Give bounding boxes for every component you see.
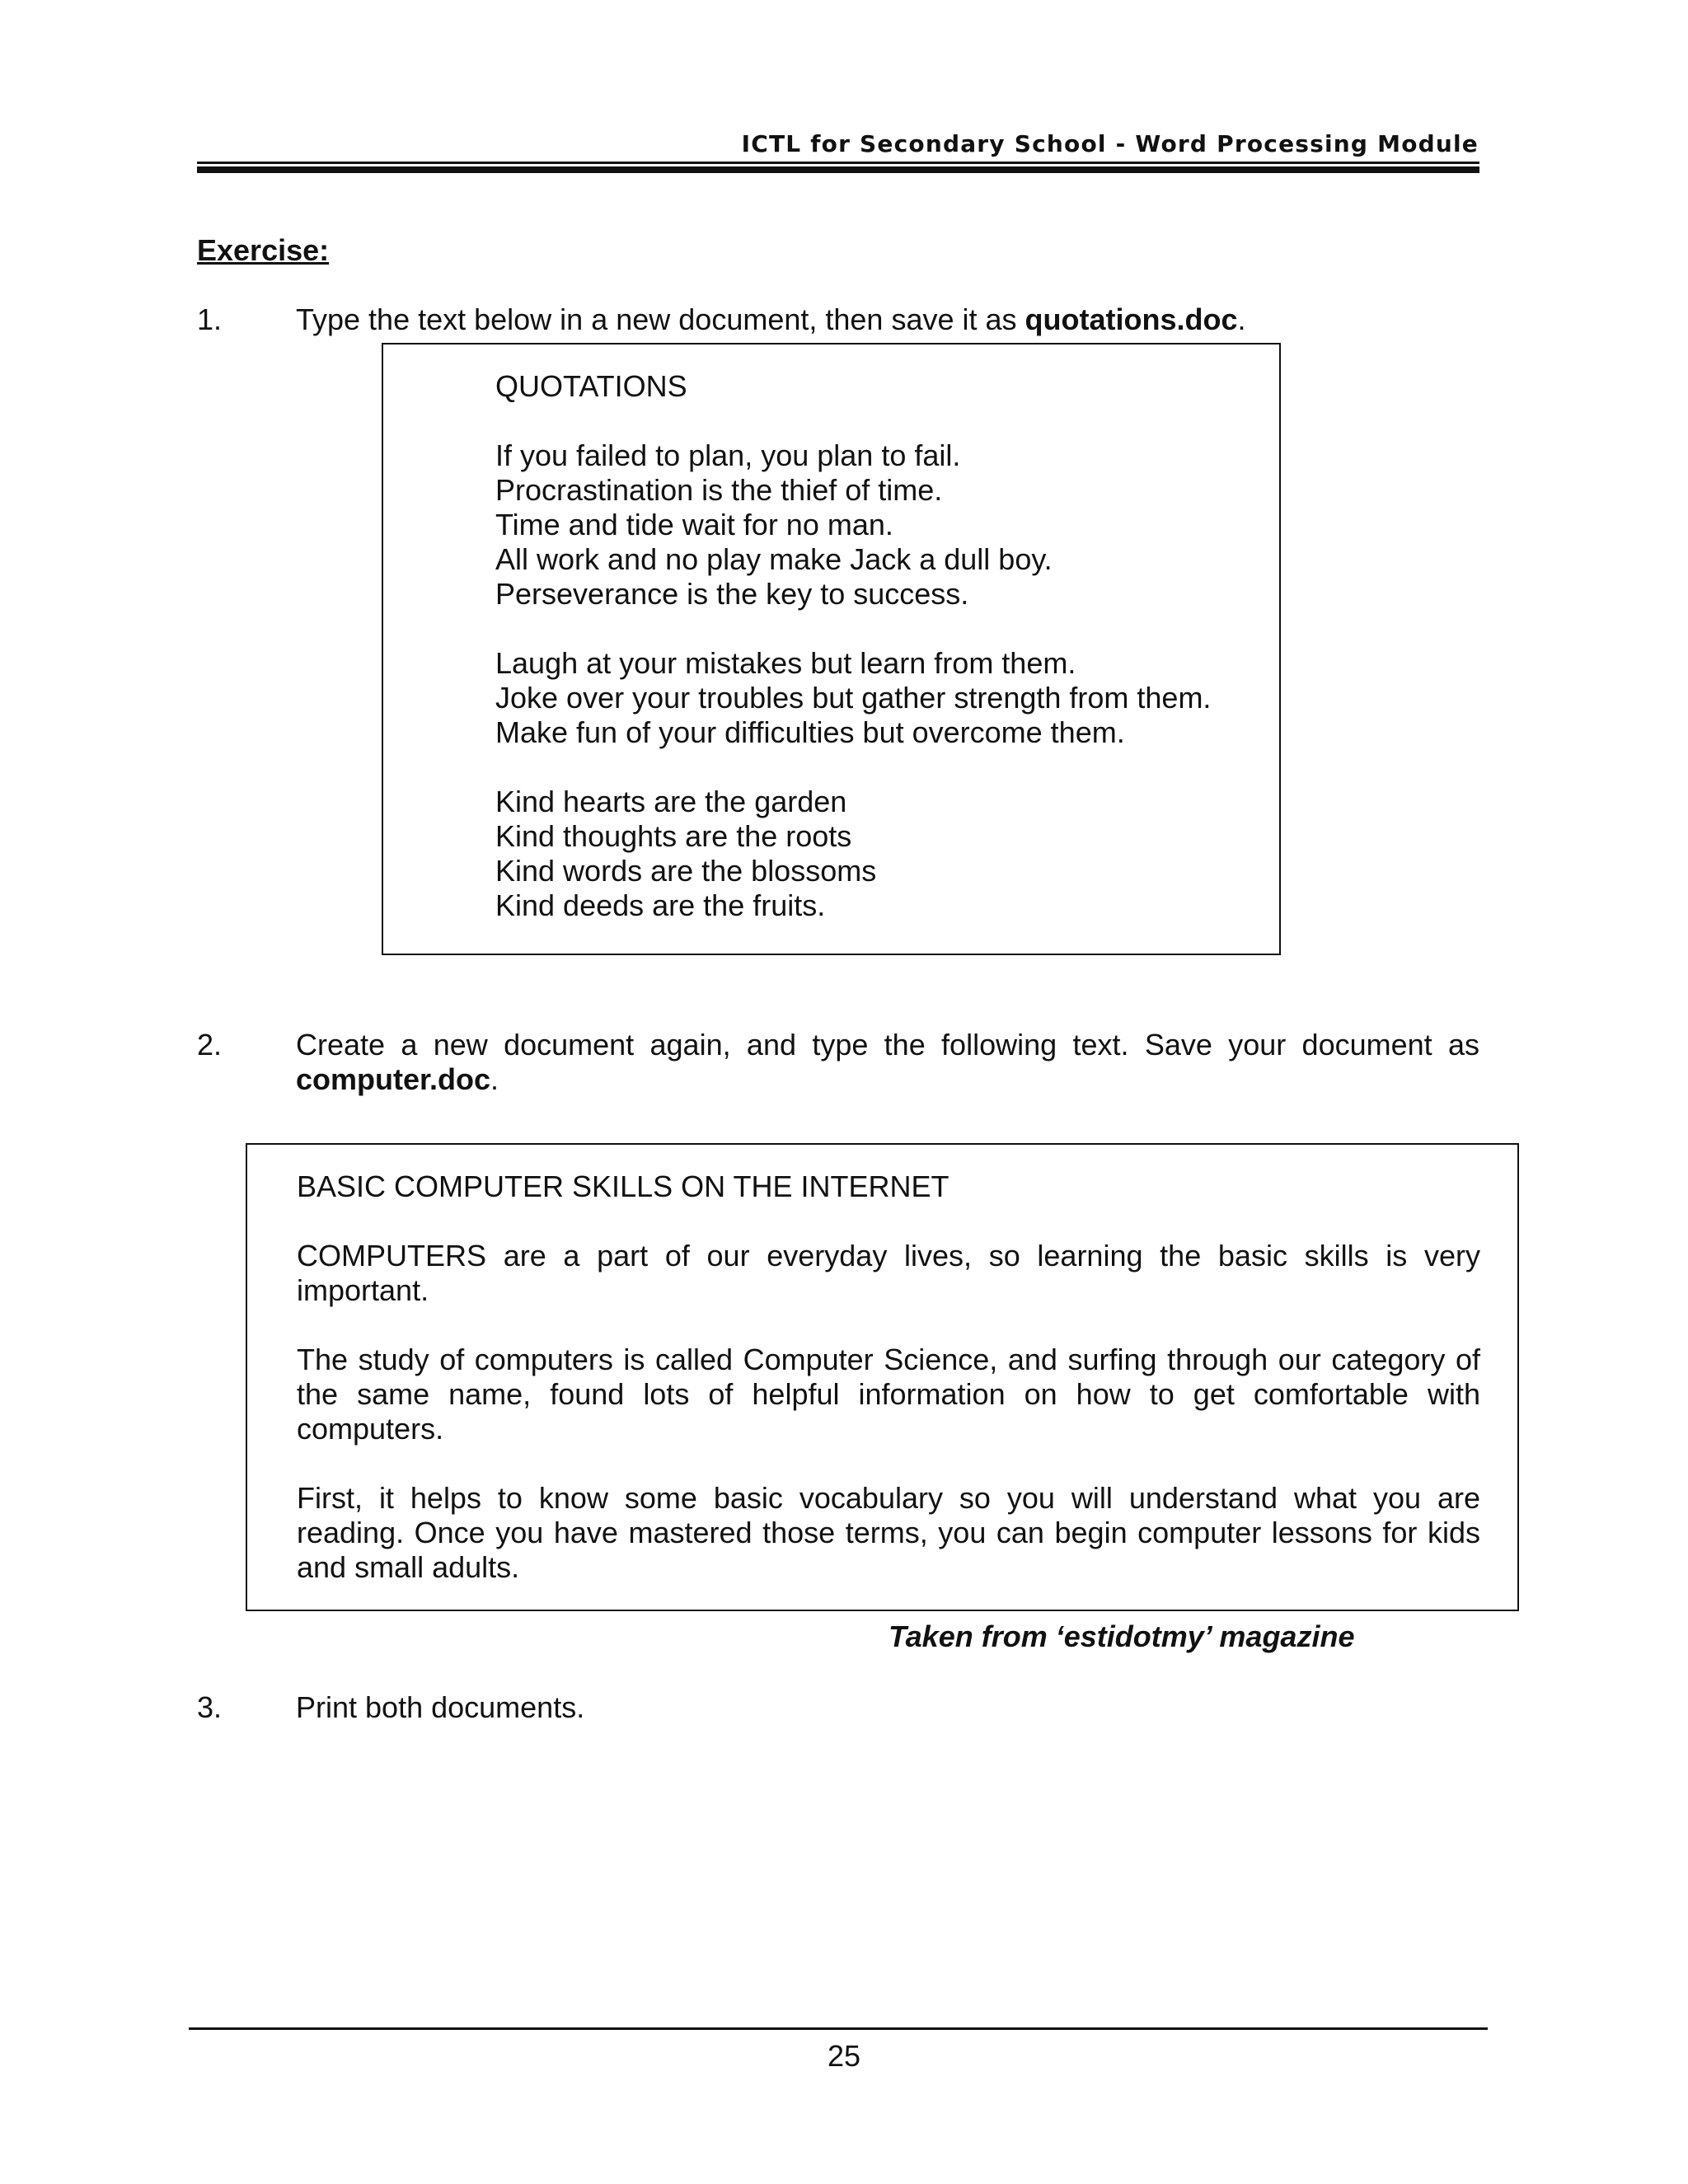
quote-line: Joke over your troubles but gather strength from them. — [495, 681, 1212, 715]
quote-line: All work and no play make Jack a dull boy. — [495, 542, 1053, 576]
item-2-text: Create a new document again, and type the following text. Save your document as — [296, 1028, 1479, 1062]
header-rule-thin — [197, 162, 1479, 164]
article-paragraph: First, it helps to know some basic vocabulary so you will understand what you are reading. Once you have mastered those terms, you can begin computer lessons for kids and small adults. — [297, 1481, 1480, 1584]
quotations-box — [382, 343, 1281, 955]
quote-group-2 — [495, 646, 1211, 750]
item-2-number: 2. — [197, 1028, 223, 1062]
quote-group-3 — [495, 785, 1211, 923]
quote-line: Laugh at your mistakes but learn from them. — [495, 646, 1076, 680]
quote-line: Kind deeds are the fruits. — [495, 888, 826, 922]
item-3-instruction: Print both documents. — [296, 1690, 585, 1724]
quote-line: Kind words are the blossoms — [495, 854, 877, 888]
quote-line: Time and tide wait for no man. — [495, 508, 893, 541]
page-number: 25 — [827, 2039, 861, 2073]
item-2-instruction — [296, 1028, 1479, 1097]
item-3-number: 3. — [197, 1690, 223, 1724]
item-1-instruction — [296, 302, 1246, 337]
quotations-title: QUOTATIONS — [495, 369, 687, 403]
quote-line: Kind thoughts are the roots — [495, 819, 852, 853]
article-paragraph: The study of computers is called Computer Science, and surfing through our category of the same name, found lots of helpful information on how to get comfortable with computers. — [297, 1343, 1480, 1446]
item-1-text-end: . — [1237, 302, 1246, 336]
running-header: ICTL for Secondary School - Word Processing Module — [741, 130, 1479, 157]
header-rule-thick — [197, 166, 1479, 173]
item-1-filename: quotations.doc — [1025, 302, 1238, 336]
item-2-text-end: . — [490, 1062, 499, 1096]
quote-line: Make fun of your difficulties but overcome them. — [495, 715, 1125, 749]
article-content — [297, 1169, 1480, 1585]
footer-rule — [189, 2027, 1488, 2030]
quotations-title-group — [495, 369, 1211, 404]
quote-line: Kind hearts are the garden — [495, 785, 847, 818]
quote-line: Procrastination is the thief of time. — [495, 473, 943, 507]
exercise-heading: Exercise: — [197, 233, 330, 267]
source-credit: Taken from ‘estidotmy’ magazine — [889, 1619, 1355, 1653]
article-box — [246, 1143, 1519, 1611]
article-title: BASIC COMPUTER SKILLS ON THE INTERNET — [297, 1169, 950, 1203]
quote-line: Perseverance is the key to success. — [495, 577, 969, 611]
item-1-number: 1. — [197, 302, 223, 336]
article-paragraph: COMPUTERS are a part of our everyday lives, so learning the basic skills is very important. — [297, 1239, 1480, 1307]
quote-group-1 — [495, 438, 1211, 612]
item-1-text: Type the text below in a new document, then save it as — [296, 302, 1025, 336]
quote-line: If you failed to plan, you plan to fail. — [495, 438, 961, 472]
item-2-filename: computer.doc — [296, 1062, 491, 1096]
quotations-content — [495, 369, 1211, 923]
